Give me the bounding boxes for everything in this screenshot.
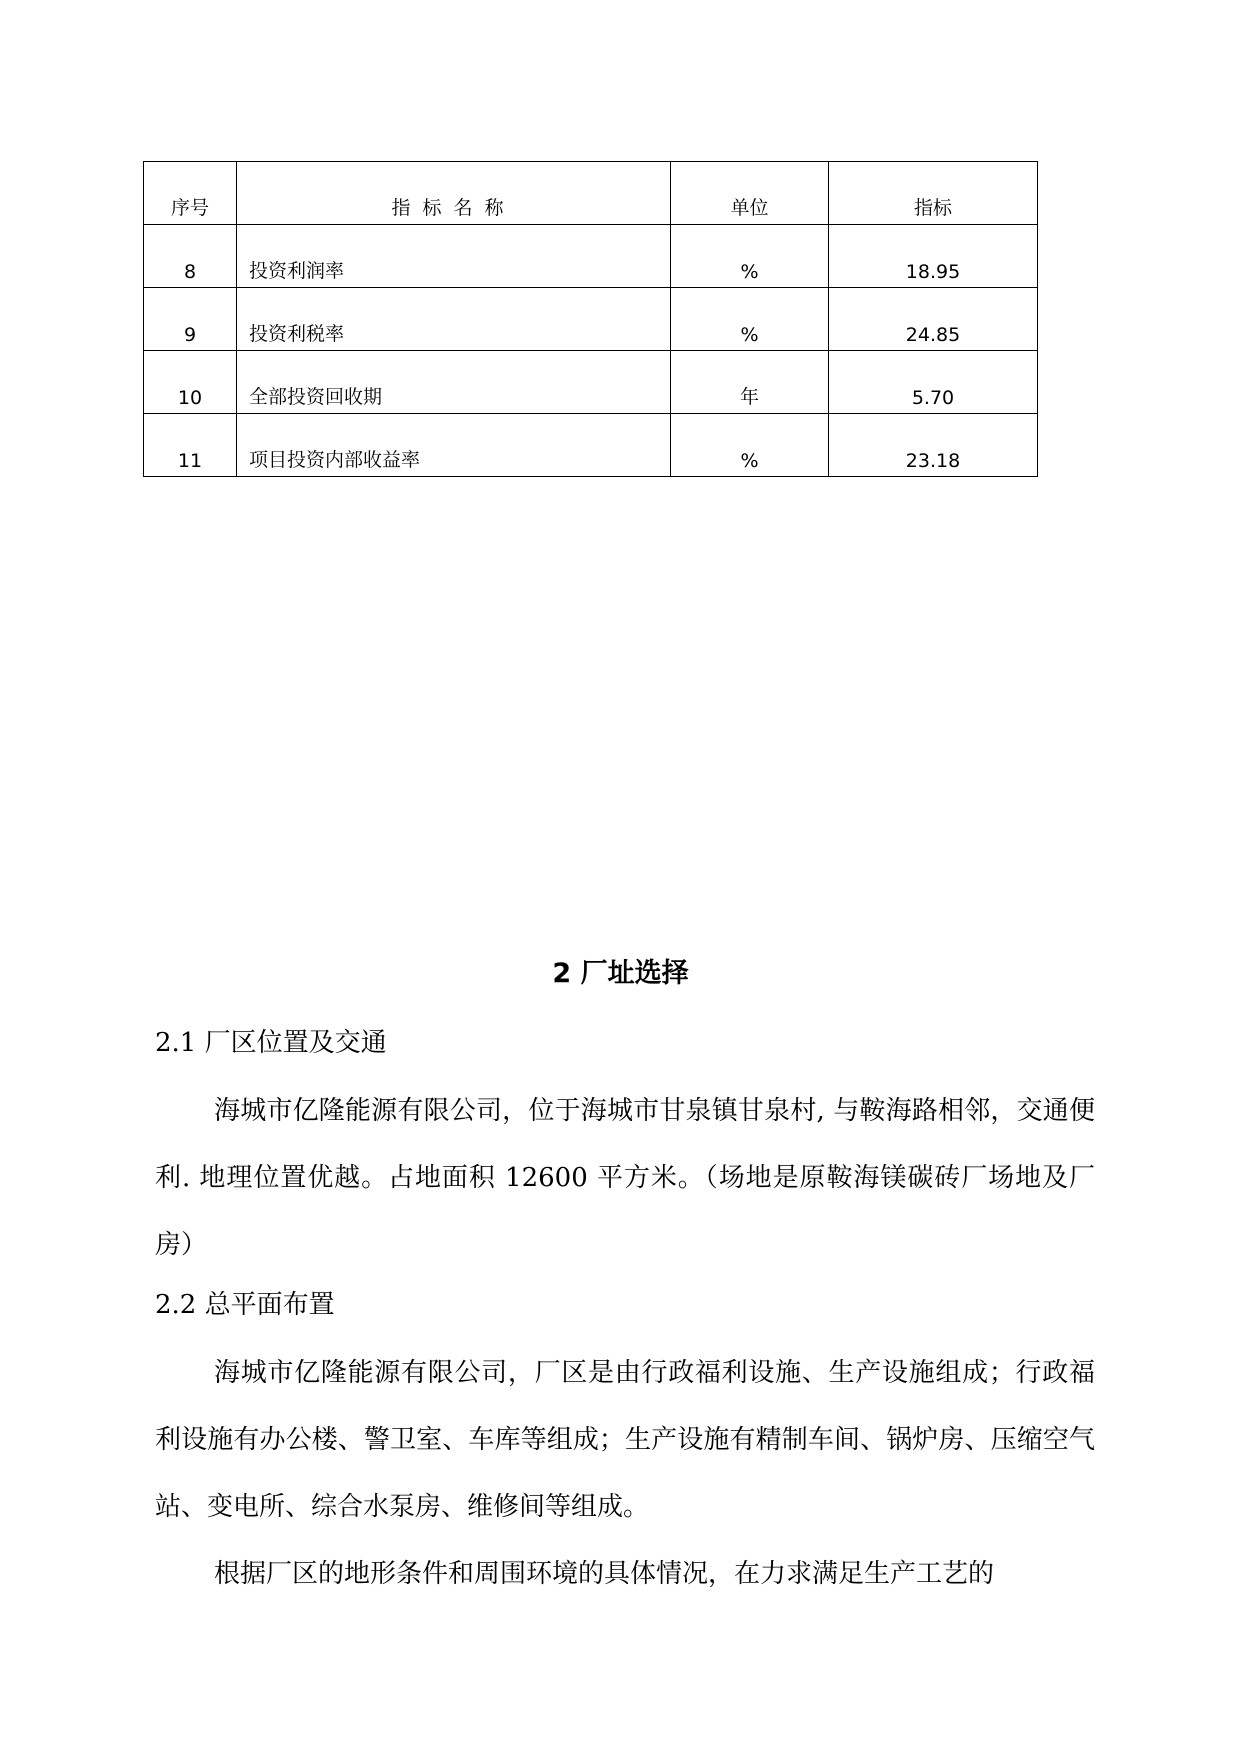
row-name: 投资利税率 — [237, 288, 671, 351]
table-row — [144, 414, 1038, 477]
row-value: 24.85 — [829, 288, 1038, 351]
row-no: 9 — [144, 288, 237, 351]
row-name: 投资利润率 — [237, 225, 671, 288]
row-unit: % — [671, 225, 829, 288]
table-row — [144, 288, 1038, 351]
table-row — [144, 351, 1038, 414]
row-unit: 年 — [671, 351, 829, 414]
header-unit: 单位 — [671, 162, 829, 225]
section-heading: 2 厂址选择 — [552, 958, 689, 989]
table-row — [144, 225, 1038, 288]
paragraph-location: 海城市亿隆能源有限公司，位于海城市甘泉镇甘泉村, 与鞍海路相邻，交通便利. 地理位置优越。占地面积 12600 平方米。（场地是原鞍海镁碳砖厂场地及厂房） — [155, 1096, 1095, 1260]
header-no: 序号 — [144, 162, 237, 225]
table-header-row — [144, 162, 1038, 225]
row-no: 10 — [144, 351, 237, 414]
row-unit: % — [671, 414, 829, 477]
row-no: 11 — [144, 414, 237, 477]
row-unit: % — [671, 288, 829, 351]
subsection-heading-location: 2.1 厂区位置及交通 — [155, 1028, 387, 1058]
subsection-heading-layout: 2.2 总平面布置 — [155, 1290, 335, 1320]
row-value: 5.70 — [829, 351, 1038, 414]
paragraph-layout: 海城市亿隆能源有限公司，厂区是由行政福利设施、生产设施组成；行政福利设施有办公楼、警卫室、车库等组成；生产设施有精制车间、锅炉房、压缩空气站、变电所、综合水泵房、维修间等组成。 — [155, 1358, 1095, 1522]
row-value: 18.95 — [829, 225, 1038, 288]
header-value: 指标 — [829, 162, 1038, 225]
row-name: 项目投资内部收益率 — [237, 414, 671, 477]
row-no: 8 — [144, 225, 237, 288]
indicator-table — [143, 161, 1038, 477]
header-name: 指标名称 — [237, 162, 671, 225]
row-name: 全部投资回收期 — [237, 351, 671, 414]
row-value: 23.18 — [829, 414, 1038, 477]
paragraph-conditions: 根据厂区的地形条件和周围环境的具体情况，在力求满足生产工艺的 — [214, 1559, 995, 1589]
